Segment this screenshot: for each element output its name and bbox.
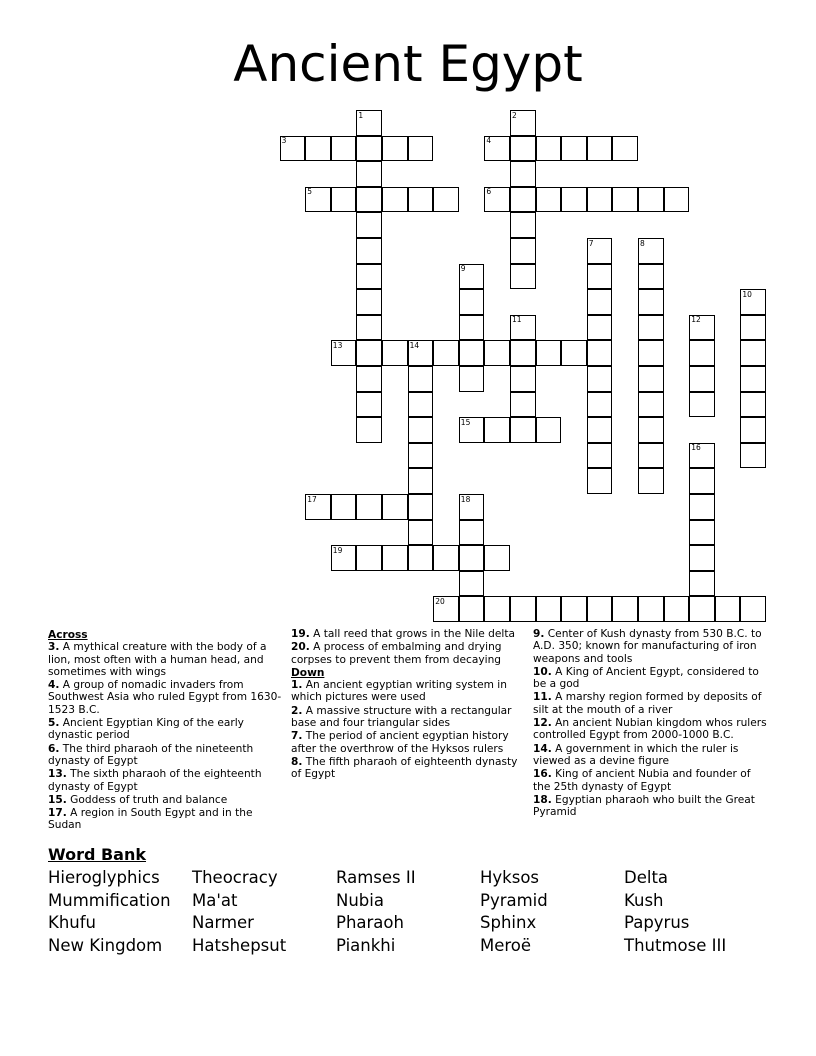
- clue-number: 19.: [291, 628, 310, 640]
- cell-number: 1: [358, 110, 364, 120]
- grid-cell[interactable]: [356, 136, 382, 162]
- grid-cell[interactable]: [638, 289, 664, 315]
- clue-text: Ancient Egyptian King of the early dynastic period: [48, 717, 244, 742]
- grid-cell[interactable]: [459, 520, 485, 546]
- clue-text: A region in South Egypt and in the Sudan: [48, 807, 253, 832]
- grid-cell[interactable]: [536, 340, 562, 366]
- grid-cell[interactable]: [587, 315, 613, 341]
- clue-text: A process of embalming and drying corpses to prevent them from decaying: [291, 641, 502, 666]
- grid-cell[interactable]: [408, 468, 434, 494]
- cell-number: 12: [691, 315, 701, 325]
- clue-number: 7.: [291, 730, 303, 743]
- clue-number: 5.: [48, 717, 60, 730]
- word-bank-item: Theocracy: [192, 868, 278, 887]
- grid-cell[interactable]: [638, 443, 664, 469]
- clue-number: 8.: [291, 755, 303, 768]
- clue: [48, 794, 282, 806]
- clue-text: An ancient Nubian kingdom whos rulers controlled Egypt from 2000-1000 B.C.: [533, 717, 767, 742]
- grid-cell[interactable]: [638, 468, 664, 494]
- clues-column-3: [533, 628, 767, 819]
- grid-cell[interactable]: [408, 187, 434, 213]
- clue-number: 1.: [291, 679, 303, 692]
- grid-cell[interactable]: [484, 596, 510, 622]
- grid-cell[interactable]: [408, 417, 434, 443]
- grid-cell[interactable]: [664, 596, 690, 622]
- word-bank-item: Khufu: [48, 913, 97, 932]
- grid-cell[interactable]: [459, 340, 485, 366]
- grid-cell[interactable]: [740, 340, 766, 366]
- grid-cell[interactable]: [689, 545, 715, 571]
- grid-cell[interactable]: [689, 340, 715, 366]
- clue-number: 16.: [533, 768, 552, 781]
- clue: [48, 717, 282, 742]
- word-bank-item: Pyramid: [480, 891, 548, 910]
- clue-text: A group of nomadic invaders from Southwest Asia who ruled Egypt from 1630-1523 B.C.: [48, 679, 282, 716]
- cell-number: 8: [640, 238, 645, 248]
- clue: [533, 743, 767, 768]
- grid-cell[interactable]: [459, 545, 485, 571]
- grid-cell[interactable]: [638, 417, 664, 443]
- clue-number: 3.: [48, 641, 60, 654]
- grid-cell[interactable]: [536, 136, 562, 162]
- grid-cell[interactable]: [408, 494, 434, 520]
- grid-cell[interactable]: [459, 315, 485, 341]
- cell-number: 2: [512, 110, 517, 120]
- cell-number: 6: [486, 187, 492, 197]
- grid-cell[interactable]: [689, 596, 715, 622]
- grid-cell[interactable]: [433, 187, 459, 213]
- grid-cell[interactable]: [510, 238, 536, 264]
- grid-cell[interactable]: [382, 136, 408, 162]
- clue: [291, 730, 525, 755]
- word-bank-item: Sphinx: [480, 913, 537, 932]
- grid-cell[interactable]: [536, 187, 562, 213]
- clue-number: 17.: [48, 807, 67, 820]
- cell-number: 4: [486, 136, 492, 146]
- grid-cell[interactable]: [510, 161, 536, 187]
- grid-cell[interactable]: [510, 136, 536, 162]
- grid-cell[interactable]: [689, 494, 715, 520]
- grid-cell[interactable]: [484, 340, 510, 366]
- grid-cell[interactable]: [356, 417, 382, 443]
- grid-cell[interactable]: [356, 212, 382, 238]
- page-title: Ancient Egypt: [233, 35, 583, 93]
- grid-cell[interactable]: [587, 264, 613, 290]
- clue-text: A King of Ancient Egypt, considered to be a god: [533, 665, 759, 691]
- cell-number: 5: [307, 187, 312, 197]
- grid-cell[interactable]: [561, 187, 587, 213]
- grid-cell[interactable]: [587, 392, 613, 418]
- word-bank-item: Delta: [624, 868, 669, 887]
- grid-cell[interactable]: [587, 596, 613, 622]
- grid-cell[interactable]: [536, 417, 562, 443]
- cell-number: 15: [460, 417, 471, 427]
- grid-cell[interactable]: [561, 136, 587, 162]
- grid-cell[interactable]: [689, 520, 715, 546]
- clue-text: The period of ancient egyptian history after the overthrow of the Hyksos rulers: [291, 730, 509, 755]
- grid-cell[interactable]: [356, 366, 382, 392]
- grid-cell[interactable]: [510, 264, 536, 290]
- clue-number: 18.: [533, 793, 552, 806]
- grid-cell[interactable]: [638, 366, 664, 392]
- clue-number: 11.: [533, 691, 552, 704]
- clue-text: The fifth pharaoh of eighteenth dynasty of Egypt: [291, 755, 518, 781]
- clue-number: 6.: [48, 742, 60, 755]
- clue: [291, 705, 525, 730]
- clue: [533, 768, 767, 793]
- grid-cell[interactable]: [433, 545, 459, 571]
- cell-number: 9: [460, 264, 466, 274]
- grid-cell[interactable]: [408, 136, 434, 162]
- clue-number: 14.: [533, 742, 552, 755]
- clue-text: A government in which the ruler is viewed as a devine figure: [533, 742, 739, 767]
- word-bank-item: Meroë: [480, 936, 532, 955]
- grid-cell[interactable]: [689, 468, 715, 494]
- cell-number: 14: [409, 340, 420, 350]
- cell-number: 10: [742, 289, 752, 299]
- clue: [48, 743, 282, 768]
- clue-number: 2.: [291, 704, 303, 717]
- clue: [291, 628, 525, 640]
- clue-number: 12.: [533, 717, 552, 730]
- cell-number: 20: [435, 596, 445, 606]
- grid-cell[interactable]: [587, 136, 613, 162]
- word-bank-item: Kush: [624, 891, 664, 910]
- grid-cell[interactable]: [587, 366, 613, 392]
- clue-text: A marshy region formed by deposits of silt at the mouth of a river: [533, 691, 762, 716]
- grid-cell[interactable]: [561, 596, 587, 622]
- grid-cell[interactable]: [510, 392, 536, 418]
- grid-cell[interactable]: [689, 571, 715, 597]
- word-bank-title: Word Bank: [48, 845, 147, 864]
- grid-cell[interactable]: [356, 161, 382, 187]
- grid-cell[interactable]: [587, 289, 613, 315]
- grid-cell[interactable]: [740, 443, 766, 469]
- grid-cell[interactable]: [587, 340, 613, 366]
- grid-cell[interactable]: [356, 289, 382, 315]
- grid-cell[interactable]: [331, 187, 357, 213]
- cell-number: 17: [307, 494, 317, 504]
- clue: [533, 717, 767, 742]
- word-bank-item: Hatshepsut: [192, 936, 287, 955]
- grid-cell[interactable]: [664, 187, 690, 213]
- grid-cell[interactable]: [356, 494, 382, 520]
- grid-cell[interactable]: [587, 187, 613, 213]
- grid-cell[interactable]: [689, 392, 715, 418]
- across-heading: Across: [48, 629, 88, 641]
- grid-cell[interactable]: [510, 366, 536, 392]
- grid-cell[interactable]: [740, 596, 766, 622]
- clue-text: A mythical creature with the body of a lion, most often with a human head, and sometimes with wings: [48, 641, 267, 678]
- grid-cell[interactable]: [638, 596, 664, 622]
- grid-cell[interactable]: [382, 494, 408, 520]
- grid-cell[interactable]: [356, 315, 382, 341]
- clue: [533, 628, 767, 665]
- clues-column-2: [291, 628, 525, 782]
- clue-number: 10.: [533, 665, 552, 678]
- grid-cell[interactable]: [331, 136, 357, 162]
- grid-cell[interactable]: [484, 545, 510, 571]
- grid-cell[interactable]: [510, 187, 536, 213]
- cell-number: 16: [691, 443, 701, 453]
- grid-cell[interactable]: [715, 596, 741, 622]
- grid-cell[interactable]: [510, 417, 536, 443]
- grid-cell[interactable]: [459, 366, 485, 392]
- clue-text: The third pharaoh of the nineteenth dynasty of Egypt: [48, 742, 254, 767]
- cell-number: 13: [332, 340, 343, 350]
- cell-number: 11: [512, 315, 522, 325]
- grid-cell[interactable]: [638, 187, 664, 213]
- word-bank-item: Papyrus: [624, 913, 690, 932]
- grid-cell[interactable]: [356, 545, 382, 571]
- grid-cell[interactable]: [408, 366, 434, 392]
- grid-cell[interactable]: [459, 596, 485, 622]
- grid-cell[interactable]: [382, 187, 408, 213]
- grid-cell[interactable]: [408, 443, 434, 469]
- grid-cell[interactable]: [740, 392, 766, 418]
- grid-cell[interactable]: [638, 340, 664, 366]
- cell-number: 18: [460, 494, 471, 504]
- grid-cell[interactable]: [459, 289, 485, 315]
- grid-cell[interactable]: [587, 417, 613, 443]
- grid-cell[interactable]: [356, 340, 382, 366]
- clue-number: 20.: [291, 641, 310, 654]
- clue-text: Egyptian pharaoh who built the Great Pyramid: [533, 793, 755, 819]
- grid-cell[interactable]: [689, 366, 715, 392]
- word-bank-item: Nubia: [336, 891, 384, 910]
- grid-cell[interactable]: [638, 392, 664, 418]
- word-bank-item: Hieroglyphics: [48, 868, 160, 887]
- clue-number: 9.: [533, 628, 545, 640]
- clue: [291, 641, 525, 666]
- word-bank-item: Piankhi: [336, 936, 396, 955]
- word-bank-item: Hyksos: [480, 868, 540, 887]
- grid-cell[interactable]: [305, 136, 331, 162]
- grid-cell[interactable]: [740, 366, 766, 392]
- grid-cell[interactable]: [536, 596, 562, 622]
- clues-column-1: [48, 628, 282, 833]
- grid-cell[interactable]: [612, 136, 638, 162]
- word-bank-item: Narmer: [192, 913, 254, 932]
- word-bank-item: Ramses II: [336, 868, 416, 887]
- grid-cell[interactable]: [356, 392, 382, 418]
- grid-cell[interactable]: [561, 340, 587, 366]
- grid-cell[interactable]: [740, 417, 766, 443]
- grid-cell[interactable]: [638, 315, 664, 341]
- grid-cell[interactable]: [356, 238, 382, 264]
- grid-cell[interactable]: [382, 340, 408, 366]
- clue-text: Goddess of truth and balance: [66, 793, 228, 806]
- grid-cell[interactable]: [408, 545, 434, 571]
- grid-cell[interactable]: [510, 596, 536, 622]
- clue-text: A tall reed that grows in the Nile delta: [309, 628, 515, 640]
- grid-cell[interactable]: [484, 417, 510, 443]
- word-bank-item: Thutmose III: [624, 936, 727, 955]
- clue-text: An ancient egyptian writing system in which pictures were used: [291, 679, 507, 704]
- grid-cell[interactable]: [382, 545, 408, 571]
- clue: [533, 666, 767, 691]
- grid-cell[interactable]: [740, 315, 766, 341]
- grid-cell[interactable]: [612, 187, 638, 213]
- word-bank-item: Pharaoh: [336, 913, 404, 932]
- clue: [48, 768, 282, 793]
- cell-number: 3: [281, 136, 287, 146]
- clue: [48, 807, 282, 832]
- clue: [48, 679, 282, 716]
- grid-cell[interactable]: [587, 443, 613, 469]
- word-bank-item: Ma'at: [192, 891, 238, 910]
- grid-cell[interactable]: [408, 392, 434, 418]
- grid-cell[interactable]: [433, 340, 459, 366]
- clue-text: Center of Kush dynasty from 530 B.C. to A.D. 350; known for manufacturing of iron weapons and tools: [533, 628, 762, 665]
- grid-cell[interactable]: [510, 340, 536, 366]
- clue: [533, 794, 767, 819]
- clue-number: 15.: [48, 793, 67, 806]
- grid-cell[interactable]: [459, 571, 485, 597]
- clue-text: The sixth pharaoh of the eighteenth dynasty of Egypt: [48, 768, 262, 793]
- grid-cell[interactable]: [408, 520, 434, 546]
- clue-number: 4.: [48, 679, 60, 692]
- clue-text: A massive structure with a rectangular base and four triangular sides: [291, 704, 512, 730]
- word-bank-item: New Kingdom: [48, 936, 163, 955]
- grid-cell[interactable]: [331, 494, 357, 520]
- grid-cell[interactable]: [638, 264, 664, 290]
- clue: [291, 679, 525, 704]
- word-bank-item: Mummification: [48, 891, 171, 910]
- clue: [48, 641, 282, 678]
- grid-cell[interactable]: [356, 187, 382, 213]
- clue: [533, 691, 767, 716]
- clue-number: 13.: [48, 768, 67, 781]
- grid-cell[interactable]: [356, 264, 382, 290]
- clue: [291, 756, 525, 781]
- grid-cell[interactable]: [612, 596, 638, 622]
- cell-number: 7: [588, 238, 594, 248]
- clue-text: King of ancient Nubia and founder of the 25th dynasty of Egypt: [533, 768, 751, 793]
- grid-cell[interactable]: [587, 468, 613, 494]
- down-heading: Down: [291, 666, 325, 679]
- grid-cell[interactable]: [510, 212, 536, 238]
- cell-number: 19: [332, 545, 343, 555]
